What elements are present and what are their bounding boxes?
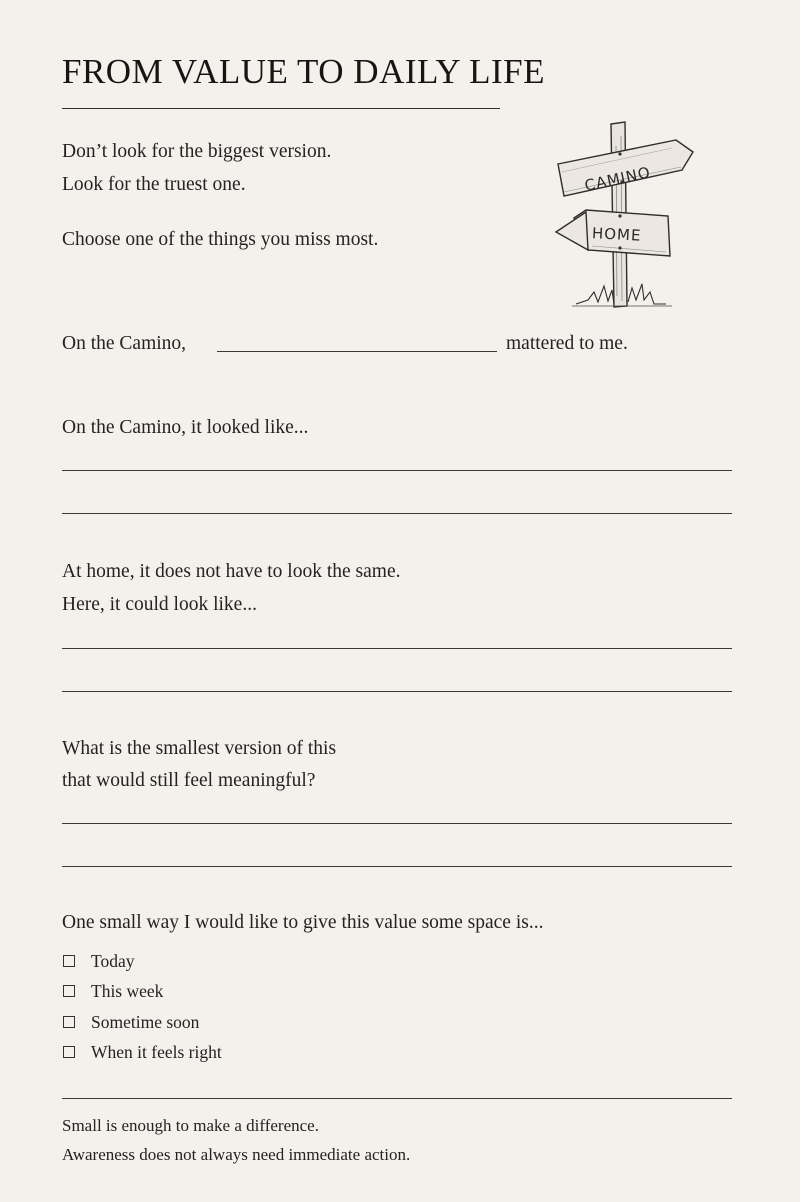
page-title: FROM VALUE TO DAILY LIFE	[62, 52, 545, 91]
answer-line-3a[interactable]	[62, 648, 732, 649]
option-when-it-feels-right[interactable]	[63, 1043, 222, 1061]
answer-line-2b[interactable]	[62, 513, 732, 514]
checkbox-today[interactable]	[63, 955, 75, 967]
intro-line-1: Don’t look for the biggest version.	[62, 141, 332, 162]
sign-home-label: HOME	[591, 224, 642, 245]
answer-line-3b[interactable]	[62, 691, 732, 692]
prompt-3-line-1: At home, it does not have to look the same.	[62, 561, 401, 582]
checkbox-sometime-soon[interactable]	[63, 1016, 75, 1028]
prompt-1-after: mattered to me.	[506, 333, 628, 354]
answer-line-5[interactable]	[62, 1098, 732, 1099]
intro-line-3: Choose one of the things you miss most.	[62, 229, 379, 250]
option-sometime-soon[interactable]	[63, 1013, 199, 1031]
prompt-4-line-1: What is the smallest version of this	[62, 738, 337, 759]
intro-line-2: Look for the truest one.	[62, 174, 246, 195]
footer-line-2: Awareness does not always need immediate action.	[62, 1145, 411, 1164]
option-today[interactable]	[63, 952, 135, 970]
prompt-1-blank[interactable]	[217, 351, 497, 352]
option-label-sometime-soon: Sometime soon	[91, 1011, 200, 1032]
checkbox-when-it-feels-right[interactable]	[63, 1046, 75, 1058]
prompt-4-line-2: that would still feel meaningful?	[62, 770, 316, 791]
answer-line-4b[interactable]	[62, 866, 732, 867]
option-label-when-it-feels-right: When it feels right	[91, 1041, 222, 1062]
prompt-5-label: One small way I would like to give this value some space is...	[62, 912, 544, 933]
prompt-3-line-2: Here, it could look like...	[62, 594, 257, 615]
option-label-today: Today	[91, 950, 135, 971]
prompt-1-before: On the Camino,	[62, 333, 187, 354]
option-this-week[interactable]	[63, 982, 163, 1000]
signpost-icon	[548, 116, 698, 312]
sign-camino-label: CAMINO	[582, 163, 653, 195]
option-label-this-week: This week	[91, 980, 164, 1001]
title-underline	[62, 108, 500, 109]
checkbox-this-week[interactable]	[63, 985, 75, 997]
answer-line-2a[interactable]	[62, 470, 732, 471]
answer-line-4a[interactable]	[62, 823, 732, 824]
prompt-2-label: On the Camino, it looked like...	[62, 417, 309, 438]
footer-line-1: Small is enough to make a difference.	[62, 1116, 319, 1135]
